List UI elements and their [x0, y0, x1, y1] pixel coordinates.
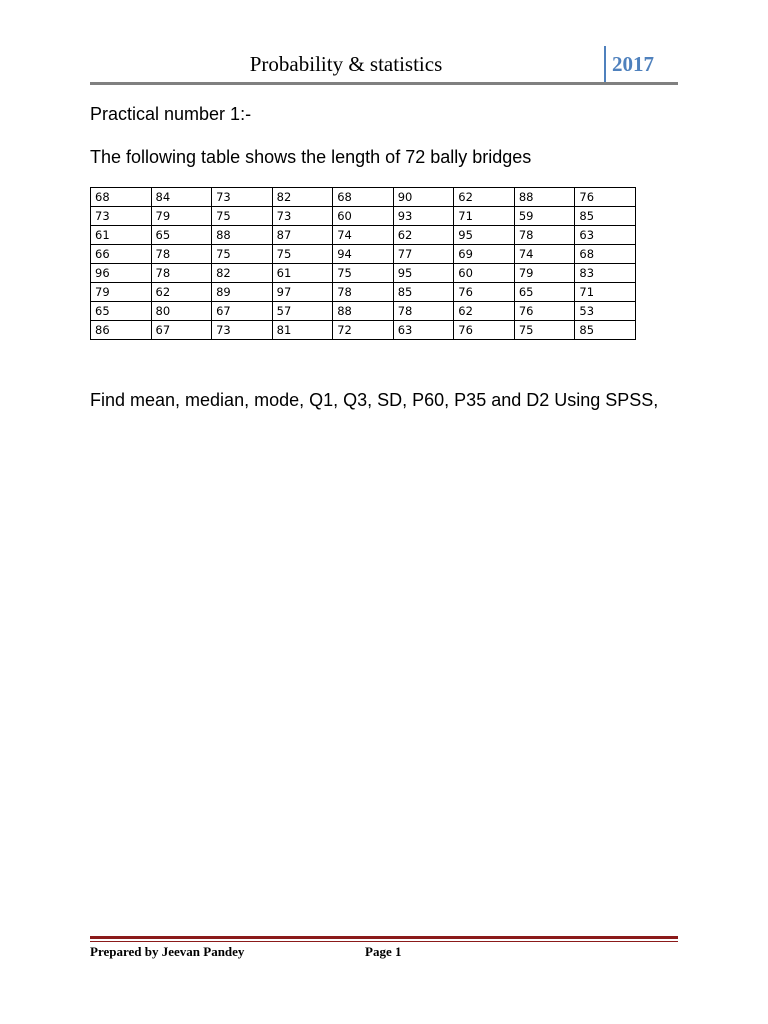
table-cell: 76 [575, 188, 636, 207]
table-cell: 65 [151, 226, 212, 245]
table-body [91, 188, 636, 340]
table-cell: 53 [575, 302, 636, 321]
table-cell: 95 [454, 226, 515, 245]
table-cell: 61 [91, 226, 152, 245]
table-cell: 63 [575, 226, 636, 245]
table-cell: 76 [514, 302, 575, 321]
table-cell: 76 [454, 283, 515, 302]
table-row [91, 264, 636, 283]
question-text: Find mean, median, mode, Q1, Q3, SD, P60, P35 and D2 Using SPSS, [90, 390, 659, 410]
table-cell: 60 [454, 264, 515, 283]
table-cell: 68 [575, 245, 636, 264]
table-cell: 74 [514, 245, 575, 264]
table-cell: 94 [333, 245, 394, 264]
table-cell: 66 [91, 245, 152, 264]
table-cell: 75 [212, 207, 273, 226]
table-cell: 75 [272, 245, 333, 264]
table-cell: 76 [454, 321, 515, 340]
table-cell: 65 [91, 302, 152, 321]
page-number: Page 1 [365, 944, 402, 959]
table-cell: 71 [454, 207, 515, 226]
table-cell: 67 [151, 321, 212, 340]
table-cell: 65 [514, 283, 575, 302]
table-cell: 69 [454, 245, 515, 264]
table-cell: 81 [272, 321, 333, 340]
page-header [90, 46, 678, 84]
table-cell: 73 [91, 207, 152, 226]
table-cell: 75 [514, 321, 575, 340]
table-cell: 71 [575, 283, 636, 302]
table-cell: 84 [151, 188, 212, 207]
header-separator [604, 46, 606, 84]
table-cell: 82 [272, 188, 333, 207]
table-cell: 73 [272, 207, 333, 226]
table-cell: 63 [393, 321, 454, 340]
table-cell: 79 [151, 207, 212, 226]
practical-heading: Practical number 1:- [90, 104, 252, 124]
table-cell: 90 [393, 188, 454, 207]
table-cell: 78 [514, 226, 575, 245]
table-cell: 85 [575, 207, 636, 226]
footer-author: Prepared by Jeevan Pandey [90, 944, 245, 959]
table-cell: 67 [212, 302, 273, 321]
table-cell: 78 [151, 245, 212, 264]
table-cell: 79 [514, 264, 575, 283]
header-rule [90, 82, 678, 85]
table-cell: 93 [393, 207, 454, 226]
table-row [91, 321, 636, 340]
table-cell: 68 [333, 188, 394, 207]
table-cell: 72 [333, 321, 394, 340]
table-cell: 89 [212, 283, 273, 302]
table-cell: 62 [151, 283, 212, 302]
table-cell: 75 [212, 245, 273, 264]
table-cell: 97 [272, 283, 333, 302]
table-cell: 82 [212, 264, 273, 283]
table-cell: 88 [212, 226, 273, 245]
table-cell: 78 [151, 264, 212, 283]
intro-text: The following table shows the length of 72 bally bridges [90, 147, 532, 167]
table-row [91, 302, 636, 321]
table-cell: 85 [575, 321, 636, 340]
table-cell: 61 [272, 264, 333, 283]
footer-rule [90, 936, 678, 939]
table-cell: 77 [393, 245, 454, 264]
table-cell: 68 [91, 188, 152, 207]
table-cell: 85 [393, 283, 454, 302]
table-cell: 73 [212, 321, 273, 340]
document-title: Probability & statistics [249, 52, 443, 76]
table-cell: 74 [333, 226, 394, 245]
table-cell: 96 [91, 264, 152, 283]
table-cell: 75 [333, 264, 394, 283]
footer-rule-thin [90, 941, 678, 942]
table-cell: 57 [272, 302, 333, 321]
table-row [91, 188, 636, 207]
table-cell: 88 [333, 302, 394, 321]
document-year: 2017 [612, 52, 654, 76]
table-cell: 62 [454, 188, 515, 207]
table-cell: 83 [575, 264, 636, 283]
bridge-length-table [90, 187, 636, 340]
table-cell: 87 [272, 226, 333, 245]
table-cell: 60 [333, 207, 394, 226]
table-cell: 95 [393, 264, 454, 283]
table-cell: 78 [393, 302, 454, 321]
table-cell: 62 [393, 226, 454, 245]
table-cell: 79 [91, 283, 152, 302]
table-row [91, 283, 636, 302]
table-row [91, 207, 636, 226]
table-cell: 88 [514, 188, 575, 207]
table-cell: 80 [151, 302, 212, 321]
table-row [91, 245, 636, 264]
table-cell: 62 [454, 302, 515, 321]
table-cell: 73 [212, 188, 273, 207]
table-cell: 59 [514, 207, 575, 226]
table-cell: 78 [333, 283, 394, 302]
table-cell: 86 [91, 321, 152, 340]
table-row [91, 226, 636, 245]
